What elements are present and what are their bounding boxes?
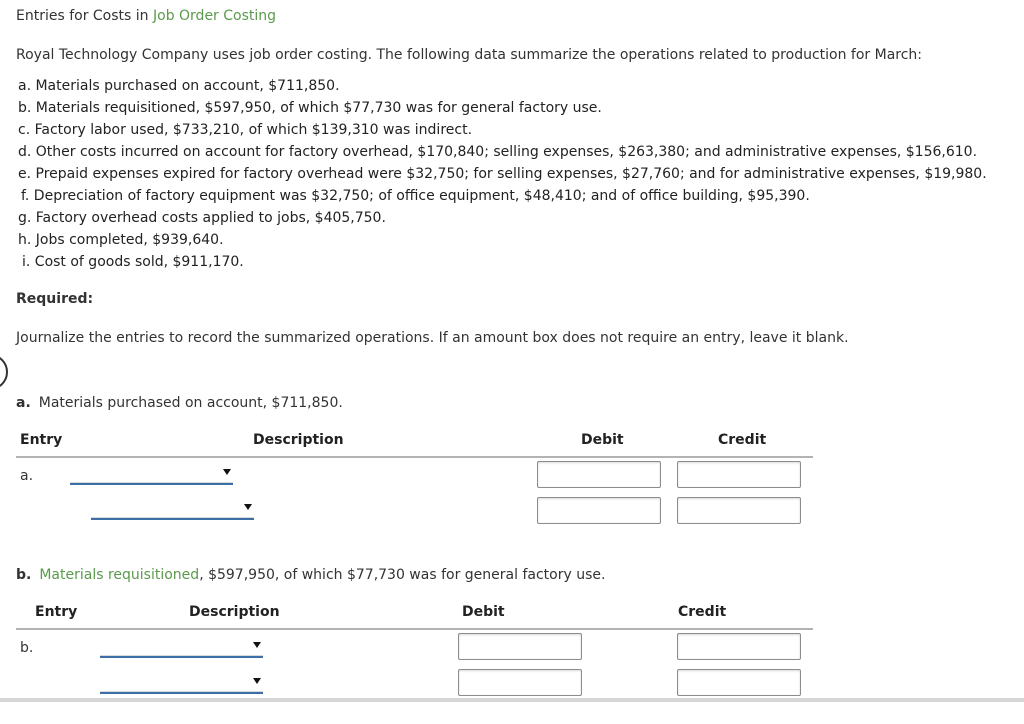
partial-circle-icon <box>0 354 8 390</box>
section-b-text: , $597,950, of which $77,730 was for general factory use. <box>199 567 606 583</box>
header-credit: Credit <box>678 604 727 620</box>
header-debit: Debit <box>462 604 505 620</box>
account-select-a1[interactable] <box>70 465 233 485</box>
account-select-a2[interactable] <box>91 500 254 520</box>
account-select-b1[interactable] <box>100 638 263 658</box>
list-item: e. Prepaid expenses expired for factory overhead were $32,750; for selling expenses, $27,760; and for administrative expenses, $19,980. <box>18 166 987 182</box>
credit-input-a1[interactable] <box>677 461 801 488</box>
credit-input-a2[interactable] <box>677 497 801 524</box>
section-a-heading <box>16 395 343 411</box>
intro-text: Royal Technology Company uses job order costing. The following data summarize the operations related to production for March: <box>16 47 923 63</box>
section-b-letter: b. <box>16 567 32 583</box>
bottom-divider <box>0 698 1024 702</box>
account-select-b2[interactable] <box>100 674 263 694</box>
header-description: Description <box>189 604 280 620</box>
list-item: i. Cost of goods sold, $911,170. <box>22 254 244 270</box>
list-item: b. Materials requisitioned, $597,950, of which $77,730 was for general factory use. <box>18 100 602 116</box>
list-item: h. Jobs completed, $939,640. <box>18 232 224 248</box>
debit-input-b2[interactable] <box>458 669 582 696</box>
header-description: Description <box>253 432 344 448</box>
list-item: c. Factory labor used, $733,210, of which $139,310 was indirect. <box>18 122 473 138</box>
section-a-text: Materials purchased on account, $711,850. <box>38 395 343 411</box>
table-header-divider <box>16 628 813 630</box>
page-title <box>16 8 276 24</box>
list-item: a. Materials purchased on account, $711,850. <box>18 78 340 94</box>
entry-label-a: a. <box>20 468 34 484</box>
chevron-down-icon <box>253 678 261 684</box>
header-debit: Debit <box>581 432 624 448</box>
credit-input-b1[interactable] <box>677 633 801 660</box>
header-entry: Entry <box>20 432 63 448</box>
header-entry: Entry <box>35 604 78 620</box>
table-header-divider <box>16 456 813 458</box>
chevron-down-icon <box>223 469 231 475</box>
section-b-heading <box>16 567 605 583</box>
required-heading: Required: <box>16 291 94 307</box>
credit-input-b2[interactable] <box>677 669 801 696</box>
materials-requisitioned-link[interactable]: Materials requisitioned <box>39 567 200 583</box>
title-prefix: Entries for Costs in <box>16 8 153 24</box>
chevron-down-icon <box>244 504 252 510</box>
section-a-letter: a. <box>16 395 31 411</box>
job-order-costing-link[interactable]: Job Order Costing <box>153 8 277 24</box>
chevron-down-icon <box>253 642 261 648</box>
list-item: g. Factory overhead costs applied to jobs, $405,750. <box>18 210 386 226</box>
entry-label-b: b. <box>20 640 34 656</box>
list-item: d. Other costs incurred on account for factory overhead, $170,840; selling expenses, $263,380; and administrative expenses, $156,610. <box>18 144 978 160</box>
list-item: f. Depreciation of factory equipment was $32,750; of office equipment, $48,410; and of office building, $95,390. <box>21 188 810 204</box>
debit-input-b1[interactable] <box>458 633 582 660</box>
debit-input-a2[interactable] <box>537 497 661 524</box>
header-credit: Credit <box>718 432 767 448</box>
debit-input-a1[interactable] <box>537 461 661 488</box>
instructions-text: Journalize the entries to record the summarized operations. If an amount box does not require an entry, leave it blank. <box>16 330 849 346</box>
